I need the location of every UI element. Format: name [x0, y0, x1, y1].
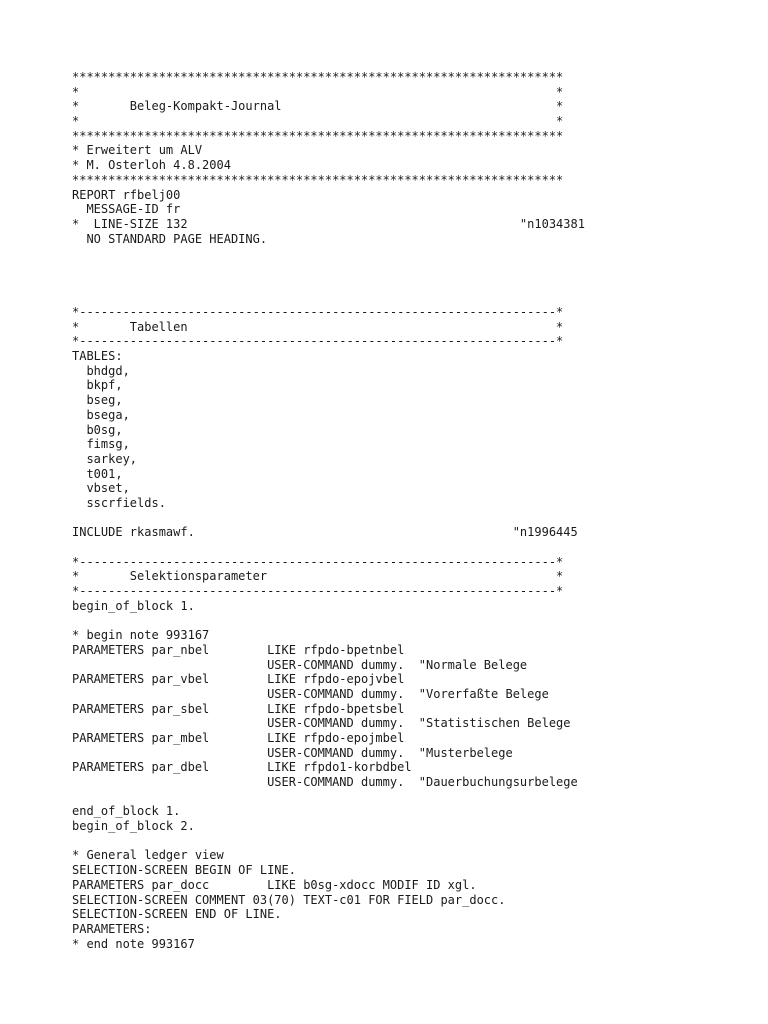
code-line: ******************************************************************** — [72, 172, 564, 187]
code-line: ******************************************************************** — [72, 128, 564, 143]
code-line: begin_of_block 2. — [72, 819, 195, 834]
code-line: TABLES: — [72, 349, 123, 364]
code-line: * end note 993167 — [72, 936, 195, 951]
code-line: fimsg, — [72, 437, 130, 452]
code-line — [72, 511, 585, 526]
code-line: * * — [72, 84, 564, 99]
code-line: begin_of_block 1. — [72, 598, 195, 613]
code-line: * Erweitert um ALV — [72, 143, 203, 158]
code-line: NO STANDARD PAGE HEADING. — [72, 231, 268, 246]
code-line: ******************************************************************** — [72, 70, 564, 84]
code-line: SELECTION-SCREEN BEGIN OF LINE. — [72, 863, 296, 878]
code-line — [72, 261, 585, 276]
code-line: *------------------------------------------------------------------* — [72, 334, 564, 349]
code-line — [72, 790, 585, 805]
code-line: sarkey, — [72, 451, 138, 466]
code-line: SELECTION-SCREEN END OF LINE. — [72, 907, 282, 922]
code-line: * begin note 993167 — [72, 628, 210, 643]
code-line: MESSAGE-ID fr — [72, 202, 181, 217]
code-line: PARAMETERS par_nbel LIKE rfpdo-bpetnbel — [72, 642, 405, 657]
code-line: USER-COMMAND dummy. "Dauerbuchungsurbelege — [72, 775, 578, 789]
code-line — [72, 290, 585, 305]
code-line: * Tabellen * — [72, 319, 564, 334]
code-line: INCLUDE rkasmawf. "n1996445 — [72, 525, 578, 540]
code-line: PARAMETERS par_vbel LIKE rfpdo-epojvbel — [72, 672, 405, 687]
code-line — [72, 276, 585, 291]
code-line: PARAMETERS par_docc LIKE b0sg-xdocc MODIF ID xgl. — [72, 877, 477, 892]
code-line: USER-COMMAND dummy. "Statistischen Belege — [72, 716, 571, 731]
code-line: PARAMETERS par_sbel LIKE rfpdo-bpetsbel — [72, 701, 405, 716]
code-line: USER-COMMAND dummy. "Vorerfaßte Belege — [72, 686, 549, 701]
code-line: SELECTION-SCREEN COMMENT 03(70) TEXT-c01 FOR FIELD par_docc. — [72, 892, 506, 907]
code-line — [72, 834, 585, 849]
code-line: PARAMETERS: — [72, 921, 152, 936]
code-line: sscrfields. — [72, 495, 166, 510]
code-line: * Beleg-Kompakt-Journal * — [72, 99, 564, 114]
code-line — [72, 246, 585, 261]
source-code-listing — [72, 70, 585, 951]
code-line: *------------------------------------------------------------------* — [72, 554, 564, 569]
code-line: PARAMETERS par_mbel LIKE rfpdo-epojmbel — [72, 730, 405, 745]
code-line: REPORT rfbelj00 — [72, 187, 181, 202]
code-line: PARAMETERS par_dbel LIKE rfpdo1-korbdbel — [72, 760, 412, 775]
code-line: bkpf, — [72, 378, 123, 393]
code-line: * Selektionsparameter * — [72, 569, 564, 584]
code-line: *------------------------------------------------------------------* — [72, 305, 564, 319]
code-line: * LINE-SIZE 132 "n1034381 — [72, 216, 585, 231]
code-line — [72, 613, 585, 628]
code-line: USER-COMMAND dummy. "Musterbelege — [72, 745, 513, 760]
code-line: vbset, — [72, 481, 130, 496]
code-line: end_of_block 1. — [72, 804, 181, 819]
code-line: bsega, — [72, 407, 130, 422]
code-line: bhdgd, — [72, 363, 130, 378]
code-line: bseg, — [72, 393, 123, 408]
code-line: * M. Osterloh 4.8.2004 — [72, 158, 231, 173]
code-line: * General ledger view — [72, 848, 224, 863]
code-line: USER-COMMAND dummy. "Normale Belege — [72, 657, 528, 672]
code-line: b0sg, — [72, 422, 123, 437]
code-line — [72, 540, 585, 555]
code-line: *------------------------------------------------------------------* — [72, 584, 564, 599]
code-line: t001, — [72, 466, 123, 481]
code-line: * * — [72, 114, 564, 129]
